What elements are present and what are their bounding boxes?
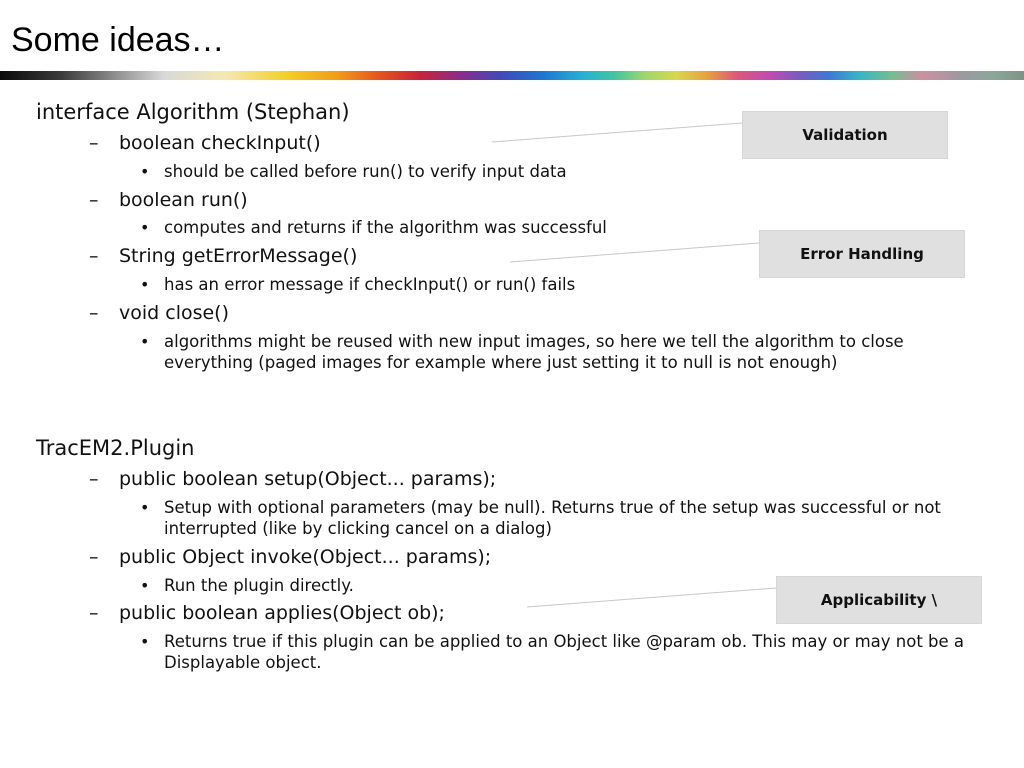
- method-signature: public Object invoke(Object... params);: [119, 546, 492, 568]
- method-description: Returns true if this plugin can be applied to an Object like @param ob. This may or may not be a Displayable object.: [164, 632, 965, 672]
- error-handling-callout: Error Handling: [759, 230, 965, 278]
- bullet-marker: •: [140, 218, 150, 237]
- method-item: [89, 301, 230, 325]
- bullet-marker: •: [140, 162, 150, 181]
- method-description: computes and returns if the algorithm was successful: [164, 218, 607, 237]
- bullet-marker: •: [140, 275, 150, 294]
- dash-marker: –: [89, 468, 99, 490]
- bullet-marker: •: [140, 632, 150, 651]
- method-signature: public boolean applies(Object ob);: [119, 602, 445, 624]
- method-item: [89, 131, 321, 155]
- method-item: [89, 545, 492, 569]
- description-item: [140, 161, 994, 182]
- section-heading-algorithm: interface Algorithm (Stephan): [36, 100, 350, 124]
- dash-marker: –: [89, 602, 99, 624]
- dash-marker: –: [89, 189, 99, 211]
- method-signature: boolean checkInput(): [119, 132, 321, 154]
- bullet-marker: •: [140, 498, 150, 517]
- dash-marker: –: [89, 302, 99, 324]
- applicability-callout: Applicability \: [776, 576, 982, 624]
- method-description: Setup with optional parameters (may be null). Returns true of the setup was successful or not interrupted (like by clicking cancel on a dialog): [164, 498, 941, 538]
- method-item: [89, 467, 497, 491]
- method-signature: boolean run(): [119, 189, 248, 211]
- method-description: algorithms might be reused with new input images, so here we tell the algorithm to close everything (paged images for example where just setting it to null is not enough): [164, 332, 904, 372]
- dash-marker: –: [89, 546, 99, 568]
- validation-callout: Validation: [742, 111, 948, 159]
- slide-title: Some ideas…: [11, 21, 225, 59]
- bullet-marker: •: [140, 576, 150, 595]
- dash-marker: –: [89, 132, 99, 154]
- method-item: [89, 188, 248, 212]
- description-item: [140, 331, 994, 373]
- method-signature: void close(): [119, 302, 230, 324]
- section-heading-plugin: TracEM2.Plugin: [36, 436, 195, 460]
- method-item: [89, 601, 445, 625]
- bullet-marker: •: [140, 332, 150, 351]
- method-description: has an error message if checkInput() or run() fails: [164, 275, 576, 294]
- method-description: should be called before run() to verify input data: [164, 162, 567, 181]
- description-item: [140, 497, 994, 539]
- method-description: Run the plugin directly.: [164, 576, 354, 595]
- method-signature: public boolean setup(Object... params);: [119, 468, 497, 490]
- method-item: [89, 244, 358, 268]
- method-signature: String getErrorMessage(): [119, 245, 358, 267]
- dash-marker: –: [89, 245, 99, 267]
- description-item: [140, 631, 994, 673]
